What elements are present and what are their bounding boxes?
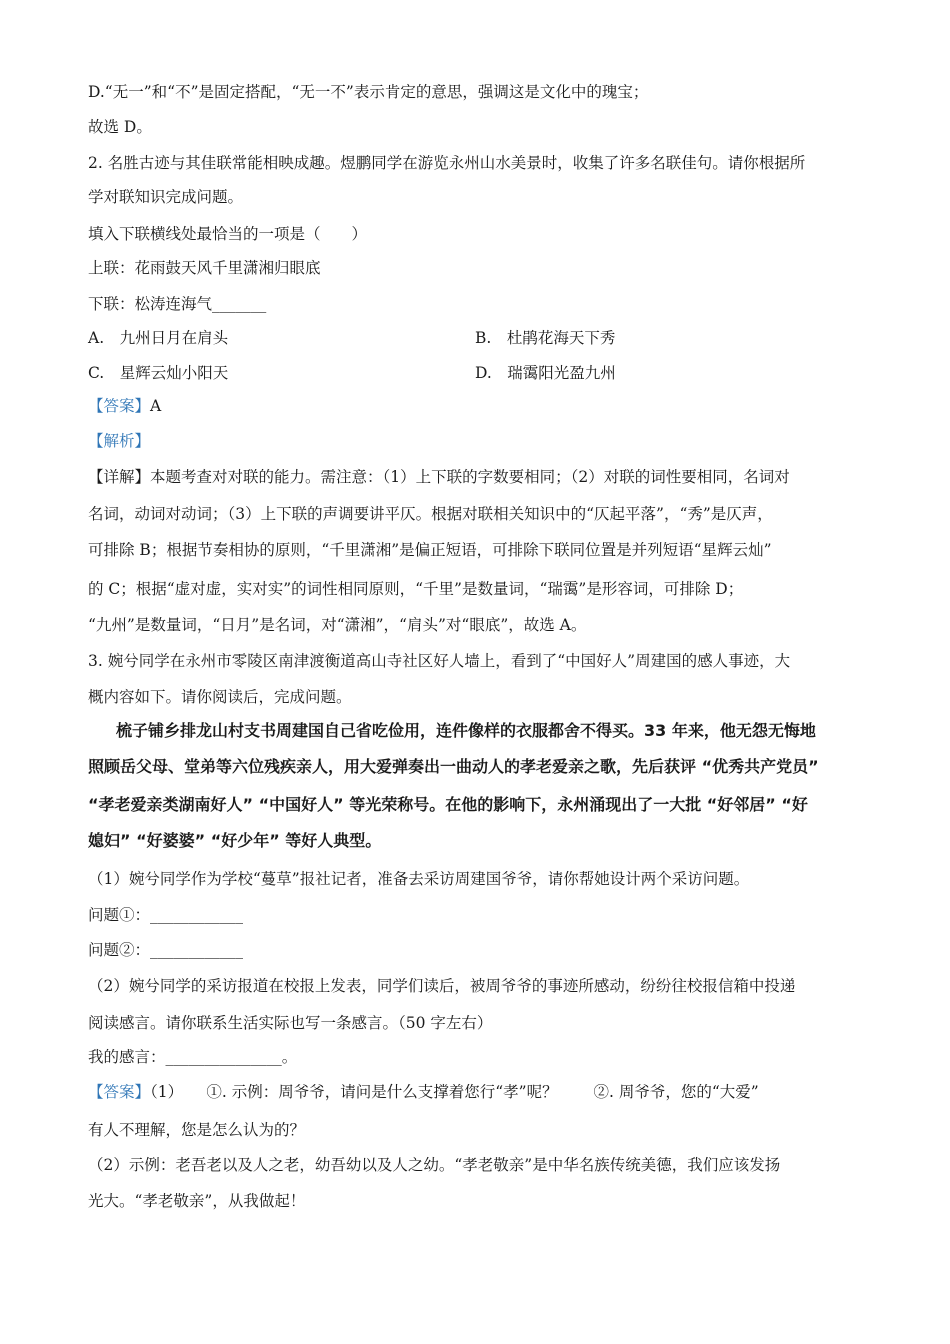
question-3-stem: 3. 婉兮同学在永州市零陵区南津渡衡道高山寺社区好人墙上，看到了“中国好人”周建国的感人事迹，大 bbox=[88, 652, 791, 670]
subquestion-1: （1）婉兮同学作为学校“蔓草”报社记者，准备去采访周建国爷爷，请你帮她设计两个采访问题。 bbox=[88, 870, 750, 888]
passage-line-1: 梳子铺乡排龙山村支书周建国自己省吃俭用，连件像样的衣服都舍不得买。33 年来，他无怨无悔地 bbox=[116, 721, 816, 740]
option-a: A. 九州日月在肩头 bbox=[88, 329, 229, 347]
analysis-tag: 【解析】 bbox=[88, 432, 151, 450]
passage-line-2: 照顾岳父母、堂弟等六位残疾亲人，用大爱弹奏出一曲动人的孝老爱亲之歌，先后获评 “优秀共产党员” bbox=[88, 757, 819, 776]
answer-3-line-2: 有人不理解，您是怎么认为的？ bbox=[88, 1121, 306, 1139]
detail-line-3: 可排除 B；根据节奏相协的原则，“千里潇湘”是偏正短语，可排除下联同位置是并列短语“星辉云灿” bbox=[88, 541, 772, 559]
interview-question-1: 问题①：____________ bbox=[88, 906, 244, 924]
my-reflection: 我的感言：_______________。 bbox=[88, 1048, 298, 1066]
detail-line-2: 名词，动词对动词；（3）上下联的声调要讲平仄。根据对联相关知识中的“仄起平落”，“秀”是仄声， bbox=[88, 505, 773, 523]
subquestion-2: （2）婉兮同学的采访报道在校报上发表，同学们读后，被周爷爷的事迹所感动，纷纷往校报信箱中投递 bbox=[88, 977, 796, 995]
answer-line bbox=[88, 395, 868, 417]
answer-3-line-4: 光大。“孝老敬亲”，从我做起！ bbox=[88, 1192, 306, 1210]
detail-line-4: 的 C；根据“虚对虚，实对实”的词性相同原则，“千里”是数量词，“瑞霭”是形容词，可排除 D； bbox=[88, 580, 744, 598]
answer-3-line-3: （2）示例：老吾老以及人之老，幼吾幼以及人之幼。“孝老敬亲”是中华名族传统美德，我们应该发扬 bbox=[88, 1156, 781, 1174]
lower-couplet: 下联：松涛连海气_______ bbox=[88, 295, 267, 313]
option-b: B. 杜鹃花海天下秀 bbox=[475, 329, 616, 347]
detail-line-5: “九州”是数量词，“日月”是名词，对“潇湘”，“肩头”对“眼底”，故选 A。 bbox=[88, 616, 587, 634]
answer-value: A bbox=[150, 397, 162, 415]
question-2-stem-cont: 学对联知识完成问题。 bbox=[88, 188, 244, 206]
passage-line-3: “孝老爱亲类湖南好人” “中国好人” 等光荣称号。在他的影响下，永州涌现出了一大批 “好邻居” “好 bbox=[88, 795, 808, 814]
answer-3-text: （1） ①. 示例：周爷爷，请问是什么支撑着您行“孝”呢？ ②. 周爷爷，您的“大爱” bbox=[150, 1083, 759, 1101]
option-d-explanation: D.“无一”和“不”是固定搭配，“无一不”表示肯定的意思，强调这是文化中的瑰宝； bbox=[88, 83, 649, 101]
question-2-stem: 2. 名胜古迹与其佳联常能相映成趣。煜鹏同学在游览永州山水美景时，收集了许多名联佳句。请你根据所 bbox=[88, 154, 806, 172]
question-2-prompt: 填入下联横线处最恰当的一项是（ ） bbox=[88, 225, 368, 243]
subquestion-2-cont: 阅读感言。请你联系生活实际也写一条感言。（50 字左右） bbox=[88, 1014, 493, 1032]
answer-3-tag: 【答案】 bbox=[88, 1083, 151, 1101]
answer-3-line-1 bbox=[88, 1081, 868, 1103]
detail-line-1: 【详解】本题考查对对联的能力。需注意：（1）上下联的字数要相同；（2）对联的词性要相同，名词对 bbox=[88, 468, 790, 486]
passage-line-4: 媳妇” “好婆婆” “好少年” 等好人典型。 bbox=[88, 831, 382, 850]
choose-d-line: 故选 D。 bbox=[88, 118, 152, 136]
interview-question-2: 问题②：____________ bbox=[88, 941, 244, 959]
upper-couplet: 上联：花雨鼓天风千里潇湘归眼底 bbox=[88, 259, 321, 277]
option-c: C. 星辉云灿小阳天 bbox=[88, 364, 229, 382]
answer-tag: 【答案】 bbox=[88, 397, 151, 415]
question-3-stem-cont: 概内容如下。请你阅读后，完成问题。 bbox=[88, 688, 352, 706]
option-d: D. 瑞霭阳光盈九州 bbox=[475, 364, 616, 382]
